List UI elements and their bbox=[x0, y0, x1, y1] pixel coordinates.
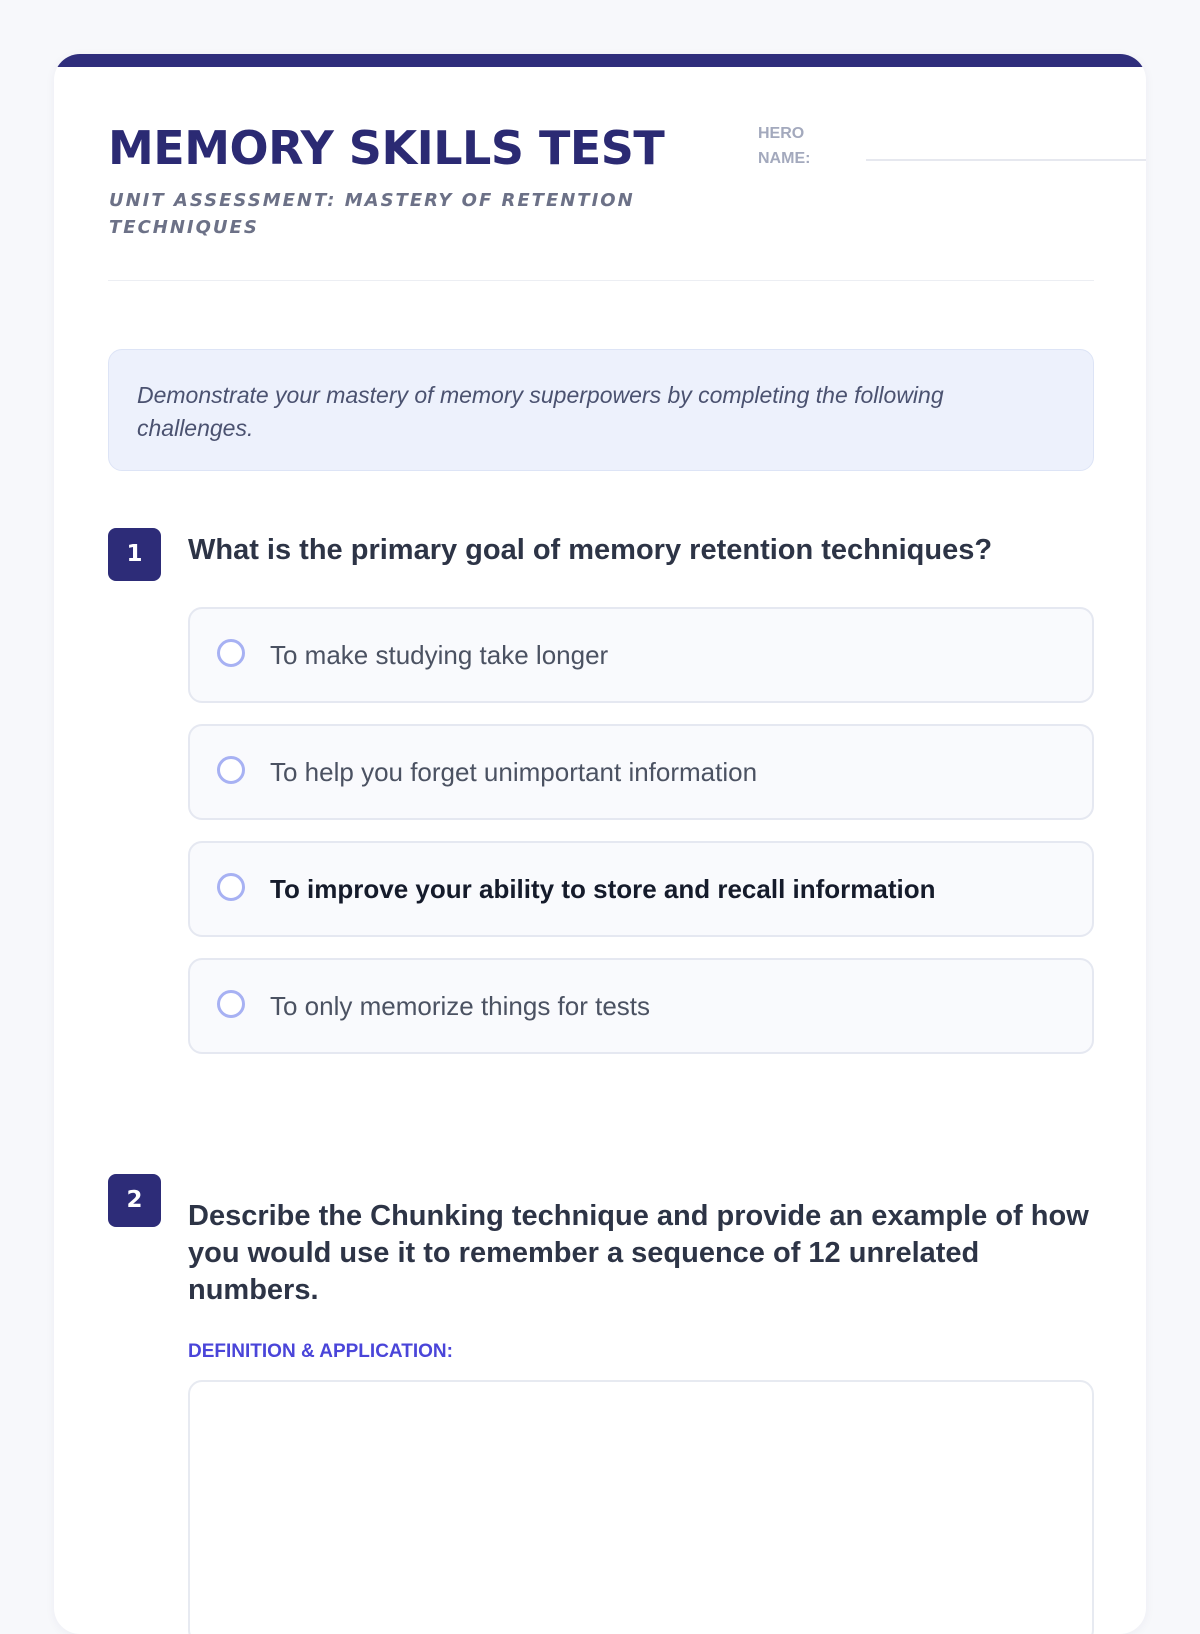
option-label: To make studying take longer bbox=[270, 640, 609, 670]
radio-button[interactable] bbox=[217, 639, 245, 667]
page-title: MEMORY SKILLS TEST bbox=[108, 121, 665, 175]
question-1-option-4[interactable] bbox=[188, 958, 1094, 1054]
radio-button[interactable] bbox=[217, 873, 245, 901]
definition-application-input[interactable] bbox=[188, 1380, 1094, 1634]
radio-button[interactable] bbox=[217, 990, 245, 1018]
hero-name-label: HERO NAME: bbox=[758, 125, 811, 167]
question-1-option-1[interactable] bbox=[188, 607, 1094, 703]
test-card bbox=[54, 54, 1146, 1634]
card-top-bar bbox=[54, 54, 1146, 67]
option-label: To only memorize things for tests bbox=[270, 991, 651, 1021]
radio-button[interactable] bbox=[217, 756, 245, 784]
question-1-option-3[interactable] bbox=[188, 841, 1094, 937]
question-1-number: 1 bbox=[108, 528, 161, 581]
question-2-text: Describe the Chunking technique and provide an example of how you would use it to remember a sequence of 12 unrelated numbers. bbox=[188, 1200, 1089, 1306]
option-label: To improve your ability to store and recall information bbox=[270, 874, 936, 904]
intro-box bbox=[108, 349, 1094, 471]
header-divider bbox=[108, 280, 1094, 281]
page-subtitle: UNIT ASSESSMENT: MASTERY OF RETENTION TECHNIQUES bbox=[109, 190, 635, 238]
question-1-option-2[interactable] bbox=[188, 724, 1094, 820]
question-2-number: 2 bbox=[108, 1174, 161, 1227]
definition-application-label: DEFINITION & APPLICATION: bbox=[188, 1341, 453, 1362]
hero-name-field[interactable] bbox=[866, 159, 1146, 161]
intro-text: Demonstrate your mastery of memory superpowers by completing the following challenges. bbox=[137, 382, 944, 441]
option-label: To help you forget unimportant information bbox=[270, 757, 758, 787]
question-1-text: What is the primary goal of memory retention techniques? bbox=[188, 534, 993, 566]
